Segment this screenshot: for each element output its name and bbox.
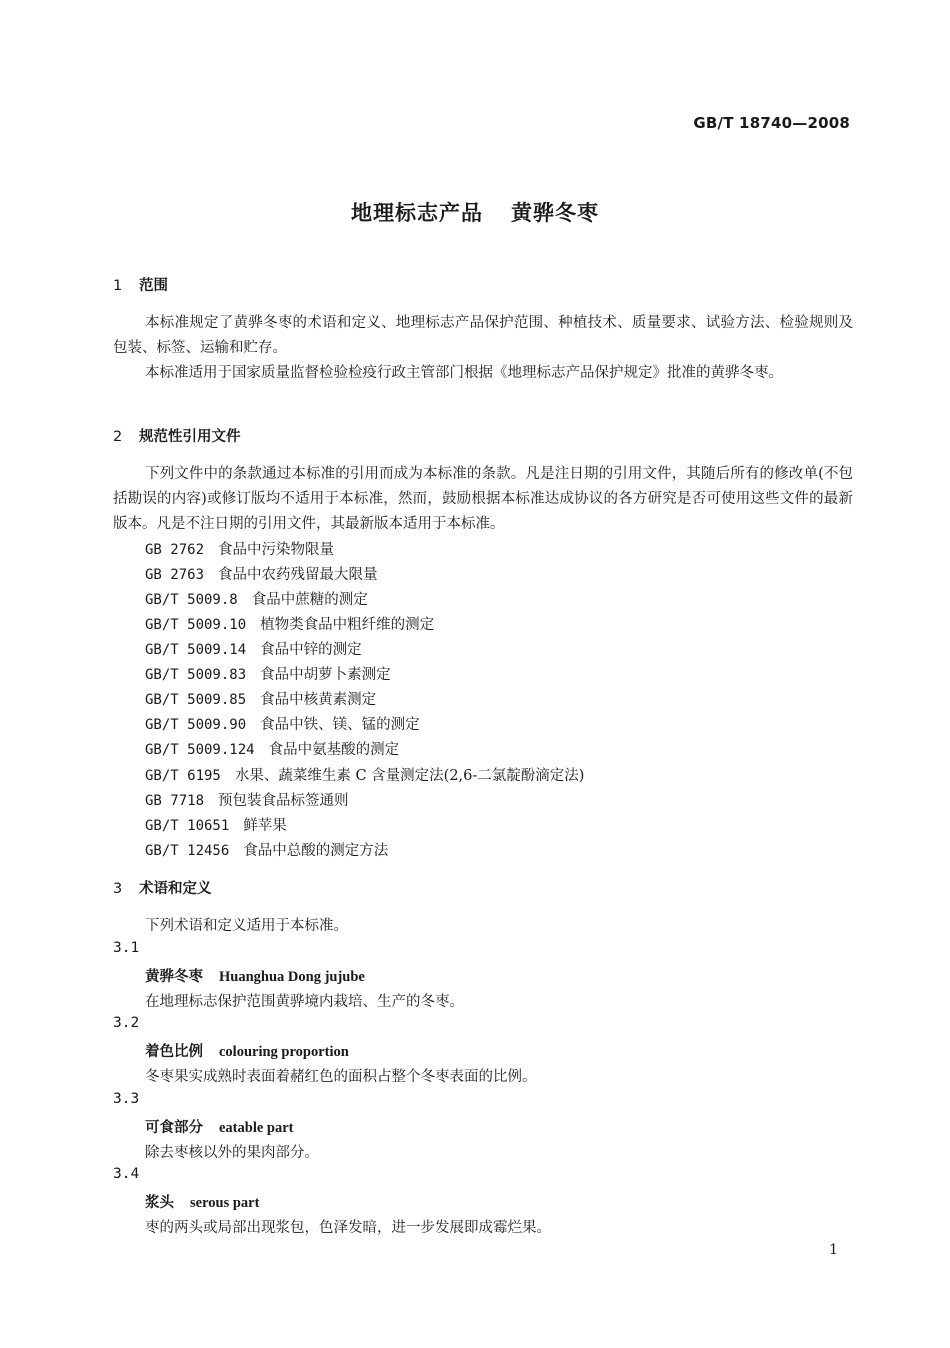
term-heading: 可食部分 eatable part — [145, 1120, 294, 1136]
reference-item: GB 2762 食品中污染物限量 — [145, 542, 335, 558]
section-1-paragraph-1: 本标准规定了黄骅冬枣的术语和定义、地理标志产品保护范围、种植技术、质量要求、试验方法、检验规则及包装、标签、运输和贮存。 — [113, 315, 853, 356]
term-heading: 着色比例 colouring proportion — [145, 1044, 349, 1060]
section-1-heading: 1 范围 — [113, 278, 168, 294]
title-part-1: 地理标志产品 — [351, 201, 483, 225]
reference-item: GB/T 12456 食品中总酸的测定方法 — [145, 843, 389, 859]
term-definition: 除去枣核以外的果肉部分。 — [145, 1145, 319, 1161]
title-part-2: 黄骅冬枣 — [511, 201, 599, 225]
reference-item: GB/T 5009.8 食品中蔗糖的测定 — [145, 592, 368, 608]
reference-item: GB 2763 食品中农药残留最大限量 — [145, 567, 378, 583]
document-title — [0, 197, 950, 227]
term-number: 3.4 — [113, 1166, 140, 1182]
term-definition: 枣的两头或局部出现浆包，色泽发暗，进一步发展即成霉烂果。 — [145, 1220, 551, 1236]
reference-item: GB/T 5009.90 食品中铁、镁、锰的测定 — [145, 717, 420, 733]
page-number: 1 — [829, 1242, 838, 1258]
reference-item: GB/T 5009.83 食品中胡萝卜素测定 — [145, 667, 391, 683]
term-number: 3.2 — [113, 1015, 140, 1031]
reference-item: GB 7718 预包装食品标签通则 — [145, 793, 349, 809]
section-1-paragraph-2: 本标准适用于国家质量监督检验检疫行政主管部门根据《地理标志产品保护规定》批准的黄骅冬枣。 — [145, 365, 783, 381]
reference-item: GB/T 5009.85 食品中核黄素测定 — [145, 692, 377, 708]
reference-item: GB/T 5009.10 植物类食品中粗纤维的测定 — [145, 617, 435, 633]
reference-item: GB/T 6195 水果、蔬菜维生素 C 含量测定法(2,6-二氯靛酚滴定法) — [145, 768, 585, 784]
term-number: 3.1 — [113, 940, 140, 956]
section-3-intro: 下列术语和定义适用于本标准。 — [145, 918, 348, 934]
reference-item: GB/T 5009.124 食品中氨基酸的测定 — [145, 742, 400, 758]
term-number: 3.3 — [113, 1091, 140, 1107]
term-heading: 浆头 serous part — [145, 1195, 260, 1211]
standard-number: GB/T 18740—2008 — [693, 114, 850, 132]
term-definition: 在地理标志保护范围黄骅境内栽培、生产的冬枣。 — [145, 994, 464, 1010]
reference-item: GB/T 5009.14 食品中锌的测定 — [145, 642, 362, 658]
section-3-heading: 3 术语和定义 — [113, 881, 212, 897]
reference-item: GB/T 10651 鲜苹果 — [145, 818, 287, 834]
section-2-paragraph-1: 下列文件中的条款通过本标准的引用而成为本标准的条款。凡是注日期的引用文件，其随后所有的修改单(不包括勘误的内容)或修订版均不适用于本标准，然而，鼓励根据本标准达成协议的各方研究是否可使用这些文件的最新版本。凡是不注日期的引用文件，其最新版本适用于本标准。 — [113, 466, 853, 532]
term-heading: 黄骅冬枣 Huanghua Dong jujube — [145, 969, 365, 985]
term-definition: 冬枣果实成熟时表面着赭红色的面积占整个冬枣表面的比例。 — [145, 1069, 537, 1085]
section-2-heading: 2 规范性引用文件 — [113, 429, 241, 445]
